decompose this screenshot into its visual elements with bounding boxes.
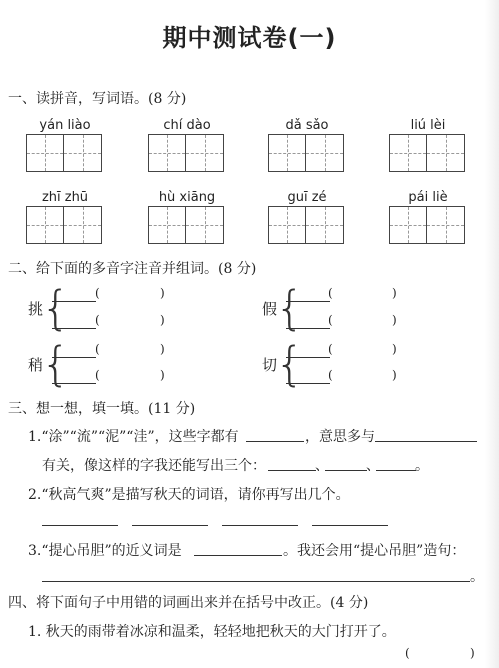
- paren-open: (: [95, 342, 100, 356]
- period: 。: [470, 569, 484, 585]
- section1-heading: 一、读拼音，写词语。(8 分): [8, 91, 187, 107]
- writing-grid[interactable]: [26, 206, 102, 244]
- paren-close: ): [392, 286, 397, 300]
- pinyin-label: yán liào: [39, 118, 91, 133]
- pinyin-blank[interactable]: [52, 300, 96, 302]
- paren-open: (: [95, 368, 100, 382]
- pinyin-blank[interactable]: [286, 356, 330, 358]
- paren-open: (: [328, 313, 333, 327]
- paren-close: ): [160, 368, 165, 382]
- answer-blank[interactable]: [268, 469, 316, 471]
- question-text: 有关，像这样的字我还能写出三个：: [42, 458, 266, 474]
- answer-blank[interactable]: [222, 524, 298, 526]
- writing-grid[interactable]: [148, 134, 224, 172]
- pinyin-blank[interactable]: [286, 300, 330, 302]
- pinyin-blank[interactable]: [52, 382, 96, 384]
- pinyin-label: zhī zhū: [41, 190, 89, 205]
- question-text: 2.“秋高气爽”是描写秋天的词语，请你再写出几个。: [28, 487, 350, 503]
- writing-grid[interactable]: [389, 206, 465, 244]
- paren-open: (: [405, 646, 410, 660]
- writing-grid[interactable]: [26, 134, 102, 172]
- answer-blank[interactable]: [376, 469, 416, 471]
- pinyin-blank[interactable]: [286, 327, 330, 329]
- polyphone-char: 稍: [28, 356, 44, 374]
- section3-heading: 三、想一想，填一填。(11 分): [8, 401, 196, 417]
- paren-open: (: [328, 368, 333, 382]
- answer-blank[interactable]: [246, 440, 304, 442]
- writing-grid[interactable]: [148, 206, 224, 244]
- writing-grid[interactable]: [268, 134, 344, 172]
- question-text: 3.“提心吊胆”的近义词是: [28, 543, 182, 559]
- brace-icon: {: [275, 281, 305, 335]
- answer-blank[interactable]: [42, 580, 470, 582]
- question-text: 1.“涂”“流”“泥”“洼”，这些字都有: [28, 429, 239, 445]
- paren-close: ): [392, 313, 397, 327]
- paren-close: ): [470, 646, 475, 660]
- page-edge: [485, 0, 499, 668]
- question-text: 。我还会用“提心吊胆”造句：: [283, 543, 466, 559]
- separator: 、: [366, 458, 380, 474]
- question-text: ，意思多与: [305, 429, 375, 445]
- paren-open: (: [328, 286, 333, 300]
- pinyin-label: dǎ sǎo: [285, 118, 329, 133]
- pinyin-label: hù xiāng: [158, 190, 216, 205]
- pinyin-label: liú lèi: [410, 118, 446, 133]
- answer-blank[interactable]: [325, 469, 367, 471]
- separator: 、: [315, 458, 329, 474]
- pinyin-blank[interactable]: [286, 382, 330, 384]
- brace-icon: {: [275, 337, 305, 391]
- pinyin-label: guī zé: [287, 190, 327, 205]
- period: 。: [415, 458, 429, 474]
- paren-close: ): [392, 342, 397, 356]
- answer-blank[interactable]: [194, 554, 282, 556]
- answer-blank[interactable]: [42, 524, 118, 526]
- paren-open: (: [95, 286, 100, 300]
- paren-close: ): [160, 342, 165, 356]
- writing-grid[interactable]: [268, 206, 344, 244]
- polyphone-char: 挑: [28, 300, 44, 318]
- paren-open: (: [95, 313, 100, 327]
- section2-heading: 二、给下面的多音字注音并组词。(8 分): [8, 261, 257, 277]
- paren-close: ): [392, 368, 397, 382]
- brace-icon: {: [41, 281, 71, 335]
- question-text: 1. 秋天的雨带着冰凉和温柔，轻轻地把秋天的大门打开了。: [28, 624, 396, 640]
- pinyin-blank[interactable]: [52, 356, 96, 358]
- answer-blank[interactable]: [132, 524, 208, 526]
- section4-heading: 四、将下面句子中用错的词画出来并在括号中改正。(4 分): [8, 595, 369, 611]
- brace-icon: {: [41, 337, 71, 391]
- paren-open: (: [328, 342, 333, 356]
- paren-close: ): [160, 313, 165, 327]
- pinyin-label: chí dào: [163, 118, 211, 133]
- pinyin-label: pái liè: [408, 190, 448, 205]
- paren-close: ): [160, 286, 165, 300]
- answer-blank[interactable]: [312, 524, 388, 526]
- answer-blank[interactable]: [375, 440, 477, 442]
- polyphone-char: 切: [262, 356, 278, 374]
- page-title: 期中测试卷(一): [162, 24, 337, 52]
- polyphone-char: 假: [262, 300, 278, 318]
- writing-grid[interactable]: [389, 134, 465, 172]
- pinyin-blank[interactable]: [52, 327, 96, 329]
